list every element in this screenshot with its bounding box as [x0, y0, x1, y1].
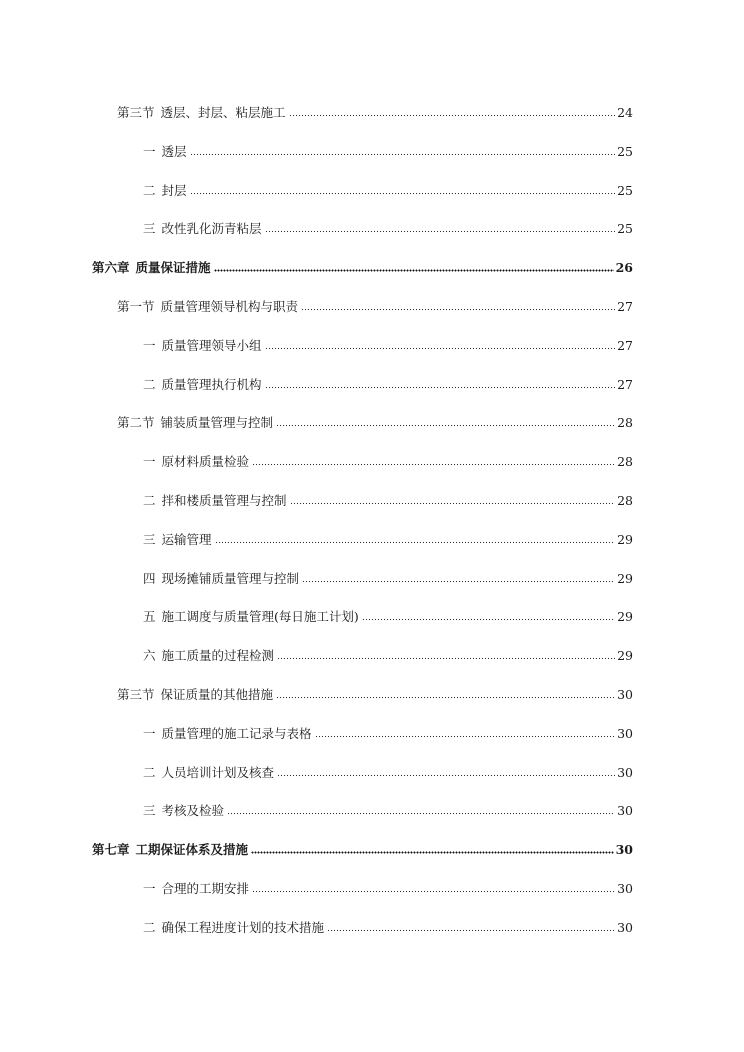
toc-entry-number: 第二节 — [117, 415, 155, 431]
toc-entry[interactable] — [117, 682, 633, 702]
toc-entry-label — [117, 416, 274, 430]
toc-entry-number: 二 — [143, 182, 156, 198]
toc-entry-page-number: 29 — [617, 609, 633, 625]
toc-entry-title: 质量保证措施 — [135, 260, 211, 276]
dot-leader — [252, 890, 615, 893]
toc-entry[interactable] — [143, 798, 633, 818]
toc-entry-title: 质量管理执行机构 — [161, 376, 262, 392]
toc-entry-title: 透层、封层、粘层施工 — [160, 105, 286, 120]
toc-entry-title: 工期保证体系及措施 — [135, 842, 249, 858]
toc-entry[interactable] — [143, 760, 633, 780]
toc-entry[interactable] — [92, 255, 633, 275]
toc-entry-page-number: 25 — [617, 221, 633, 237]
toc-entry-title: 铺装质量管理与控制 — [160, 415, 274, 431]
toc-entry-number: 第六章 — [92, 260, 130, 276]
toc-entry-label — [143, 145, 188, 159]
toc-entry-title: 合理的工期安排 — [161, 881, 250, 896]
dot-leader — [315, 735, 616, 738]
dot-leader — [302, 580, 615, 583]
toc-entry-label — [143, 882, 250, 896]
toc-entry-page-number: 26 — [615, 260, 633, 276]
toc-entry-label — [143, 766, 275, 780]
toc-entry-title: 质量管理的施工记录与表格 — [161, 725, 312, 741]
dot-leader — [327, 929, 615, 932]
dot-leader — [362, 618, 615, 621]
toc-entry-title: 施工质量的过程检测 — [161, 648, 275, 664]
toc-entry-page-number: 30 — [617, 881, 633, 896]
dot-leader — [265, 347, 616, 350]
toc-entry-title: 现场摊铺质量管理与控制 — [161, 570, 300, 586]
toc-entry-number: 六 — [143, 648, 156, 664]
toc-entry-page-number: 27 — [617, 376, 633, 392]
toc-entry-page-number: 25 — [617, 143, 633, 159]
toc-entry-label — [92, 843, 249, 857]
toc-entry-title: 透层 — [161, 143, 187, 159]
dot-leader — [265, 230, 616, 233]
toc-entry-title: 运输管理 — [161, 531, 212, 547]
toc-entry-page-number: 28 — [617, 493, 633, 508]
toc-entry-label — [117, 106, 287, 120]
toc-entry-number: 二 — [143, 919, 156, 935]
toc-entry-label — [143, 455, 250, 469]
dot-leader — [215, 541, 616, 544]
toc-entry-page-number: 24 — [617, 105, 633, 120]
toc-entry-page-number: 29 — [617, 570, 633, 586]
toc-entry-title: 人员培训计划及核查 — [161, 764, 275, 780]
toc-entry-number: 一 — [143, 143, 156, 159]
dot-leader — [190, 192, 616, 195]
toc-entry[interactable] — [117, 410, 633, 430]
toc-entry-number: 四 — [143, 570, 156, 586]
toc-entry[interactable] — [117, 100, 633, 120]
toc-entry-title: 原材料质量检验 — [161, 454, 250, 470]
toc-entry-label — [143, 339, 263, 353]
toc-entry[interactable] — [143, 876, 633, 896]
toc-entry-number: 三 — [143, 803, 156, 819]
toc-entry-title: 考核及检验 — [161, 803, 225, 819]
toc-entry-number: 第三节 — [117, 687, 155, 702]
dot-leader — [214, 269, 614, 272]
toc-entry-number: 一 — [143, 337, 156, 353]
toc-entry[interactable] — [143, 566, 633, 586]
toc-entry-title: 质量管理领导机构与职责 — [160, 299, 299, 314]
dot-leader — [277, 774, 615, 777]
toc-entry-label — [143, 610, 360, 624]
toc-entry-page-number: 30 — [615, 842, 633, 858]
toc-entry[interactable] — [117, 294, 633, 314]
toc-entry[interactable] — [143, 488, 633, 508]
toc-entry-page-number: 30 — [617, 803, 633, 819]
toc-entry-label — [143, 649, 275, 663]
toc-entry[interactable] — [143, 372, 633, 392]
toc-entry-page-number: 27 — [617, 299, 633, 314]
toc-entry-page-number: 28 — [617, 415, 633, 431]
toc-entry-number: 第一节 — [117, 299, 155, 314]
toc-entry[interactable] — [143, 721, 633, 741]
toc-entry[interactable] — [143, 333, 633, 353]
dot-leader — [276, 424, 615, 427]
toc-entry-page-number: 27 — [617, 337, 633, 353]
dot-leader — [265, 386, 616, 389]
toc-entry-page-number: 30 — [617, 764, 633, 780]
toc-entry-page-number: 29 — [617, 648, 633, 664]
toc-entry-label — [117, 688, 274, 702]
dot-leader — [276, 696, 615, 699]
toc-entry-number: 三 — [143, 221, 156, 237]
toc-entry[interactable] — [92, 837, 633, 857]
toc-entry-label — [117, 300, 299, 314]
toc-entry[interactable] — [143, 643, 633, 663]
toc-entry-number: 二 — [143, 376, 156, 392]
toc-entry[interactable] — [143, 604, 633, 624]
toc-entry-label — [143, 921, 325, 935]
toc-entry-label — [143, 533, 213, 547]
toc-entry-title: 确保工程进度计划的技术措施 — [161, 919, 325, 935]
toc-entry-number: 第三节 — [117, 105, 155, 120]
toc-entry-label — [143, 572, 300, 586]
dot-leader — [289, 114, 616, 117]
dot-leader — [227, 812, 615, 815]
toc-entry-number: 一 — [143, 881, 156, 896]
dot-leader — [252, 463, 615, 466]
toc-entry-page-number: 28 — [617, 454, 633, 470]
toc-entry-title: 质量管理领导小组 — [161, 337, 262, 353]
toc-entry-label — [143, 222, 263, 236]
toc-entry[interactable] — [143, 139, 633, 159]
toc-entry-title: 拌和楼质量管理与控制 — [161, 493, 287, 508]
toc-entry-number: 第七章 — [92, 842, 130, 858]
toc-entry-page-number: 25 — [617, 182, 633, 198]
toc-entry-number: 二 — [143, 493, 156, 508]
dot-leader — [251, 851, 614, 854]
toc-entry[interactable] — [143, 178, 633, 198]
toc-entry-page-number: 29 — [617, 531, 633, 547]
dot-leader — [301, 308, 615, 311]
dot-leader — [290, 502, 616, 505]
toc-entry-title: 施工调度与质量管理(每日施工计划) — [161, 609, 359, 625]
toc-entry-title: 封层 — [161, 182, 187, 198]
dot-leader — [277, 657, 615, 660]
toc-entry-title: 保证质量的其他措施 — [160, 687, 274, 702]
toc-entry-page-number: 30 — [617, 725, 633, 741]
toc-entry-label — [143, 378, 263, 392]
toc-entry-title: 改性乳化沥青粘层 — [161, 221, 262, 237]
toc-entry[interactable] — [143, 915, 633, 935]
toc-entry-number: 五 — [143, 609, 156, 625]
toc-entry[interactable] — [143, 449, 633, 469]
toc-entry-label — [143, 494, 288, 508]
toc-entry-number: 一 — [143, 725, 156, 741]
toc-entry-label — [143, 727, 313, 741]
toc-entry-page-number: 30 — [617, 687, 633, 702]
toc-entry-label — [92, 261, 212, 275]
toc-entry-number: 一 — [143, 454, 156, 470]
toc-entry-label — [143, 804, 225, 818]
toc-entry[interactable] — [143, 216, 633, 236]
toc-entry-page-number: 30 — [617, 919, 633, 935]
toc-entry-number: 二 — [143, 764, 156, 780]
dot-leader — [190, 153, 616, 156]
toc-entry-label — [143, 184, 188, 198]
toc-entry[interactable] — [143, 527, 633, 547]
toc-entry-number: 三 — [143, 531, 156, 547]
